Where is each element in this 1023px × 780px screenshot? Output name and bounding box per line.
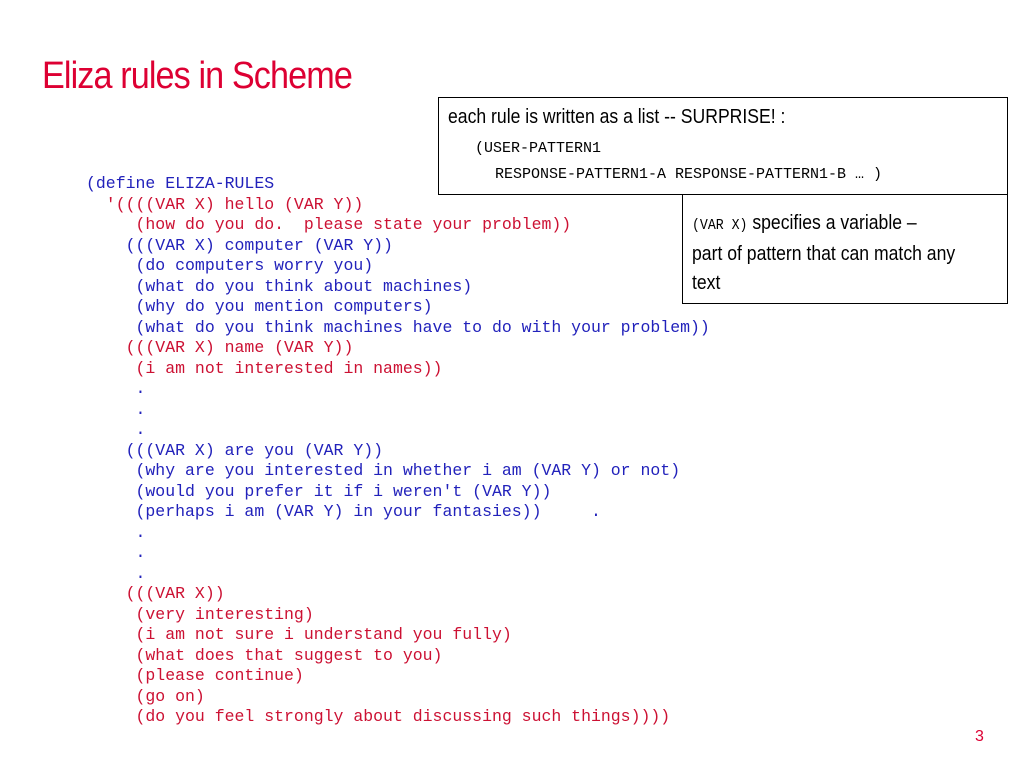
code-line: '((((VAR X) hello (VAR Y))	[86, 194, 364, 214]
code-line: (do computers worry you)	[86, 256, 374, 275]
code-line: (what do you think machines have to do with your problem))	[86, 317, 710, 337]
code-block	[86, 174, 710, 728]
code-line: (please continue)	[86, 666, 304, 685]
code-line: (((VAR X) computer (VAR Y))	[86, 235, 393, 255]
code-line: (go on)	[86, 686, 205, 706]
page-number: 3	[975, 728, 984, 745]
rule-callout-heading: each rule is written as a list -- SURPRISE! :	[448, 106, 786, 128]
rule-callout-user-pattern: (USER-PATTERN1	[475, 140, 602, 157]
code-line: (((VAR X) are you (VAR Y))	[86, 440, 384, 460]
code-line: (((VAR X) name (VAR Y))	[86, 338, 354, 357]
code-line: (very interesting)	[86, 604, 314, 624]
code-line: (i am not sure i understand you fully)	[86, 625, 512, 644]
code-line: (what do you think about machines)	[86, 276, 473, 296]
variable-callout-text	[692, 209, 1000, 298]
code-line: .	[86, 522, 146, 542]
code-line: .	[86, 399, 146, 419]
rule-callout-box	[438, 97, 1008, 195]
code-line: (do you feel strongly about discussing such things))))	[86, 707, 671, 726]
code-line: (perhaps i am (VAR Y) in your fantasies)) .	[86, 502, 601, 521]
variable-callout-text-1: specifies a variable –	[747, 212, 917, 234]
code-line: (((VAR X))	[86, 584, 225, 603]
code-line: .	[86, 543, 146, 562]
code-line: (i am not interested in names))	[86, 358, 443, 378]
variable-callout-code: (VAR X)	[692, 217, 748, 234]
code-line: (why are you interested in whether i am (VAR Y) or not)	[86, 461, 681, 480]
variable-callout-text-2: part of pattern that can match any	[692, 243, 956, 265]
code-line: (would you prefer it if i weren't (VAR Y))	[86, 481, 552, 501]
code-line: .	[86, 379, 146, 398]
code-line: (define ELIZA-RULES	[86, 174, 275, 193]
slide-title: Eliza rules in Scheme	[42, 55, 352, 97]
rule-callout-response-patterns: RESPONSE-PATTERN1-A RESPONSE-PATTERN1-B … )	[495, 166, 883, 183]
variable-callout-box	[682, 194, 1008, 304]
code-line: .	[86, 420, 146, 439]
code-line: (what does that suggest to you)	[86, 645, 443, 665]
variable-callout-text-3: text	[692, 272, 721, 294]
code-line: (how do you do. please state your problem))	[86, 215, 572, 234]
code-line: (why do you mention computers)	[86, 297, 433, 316]
code-line: .	[86, 563, 146, 583]
